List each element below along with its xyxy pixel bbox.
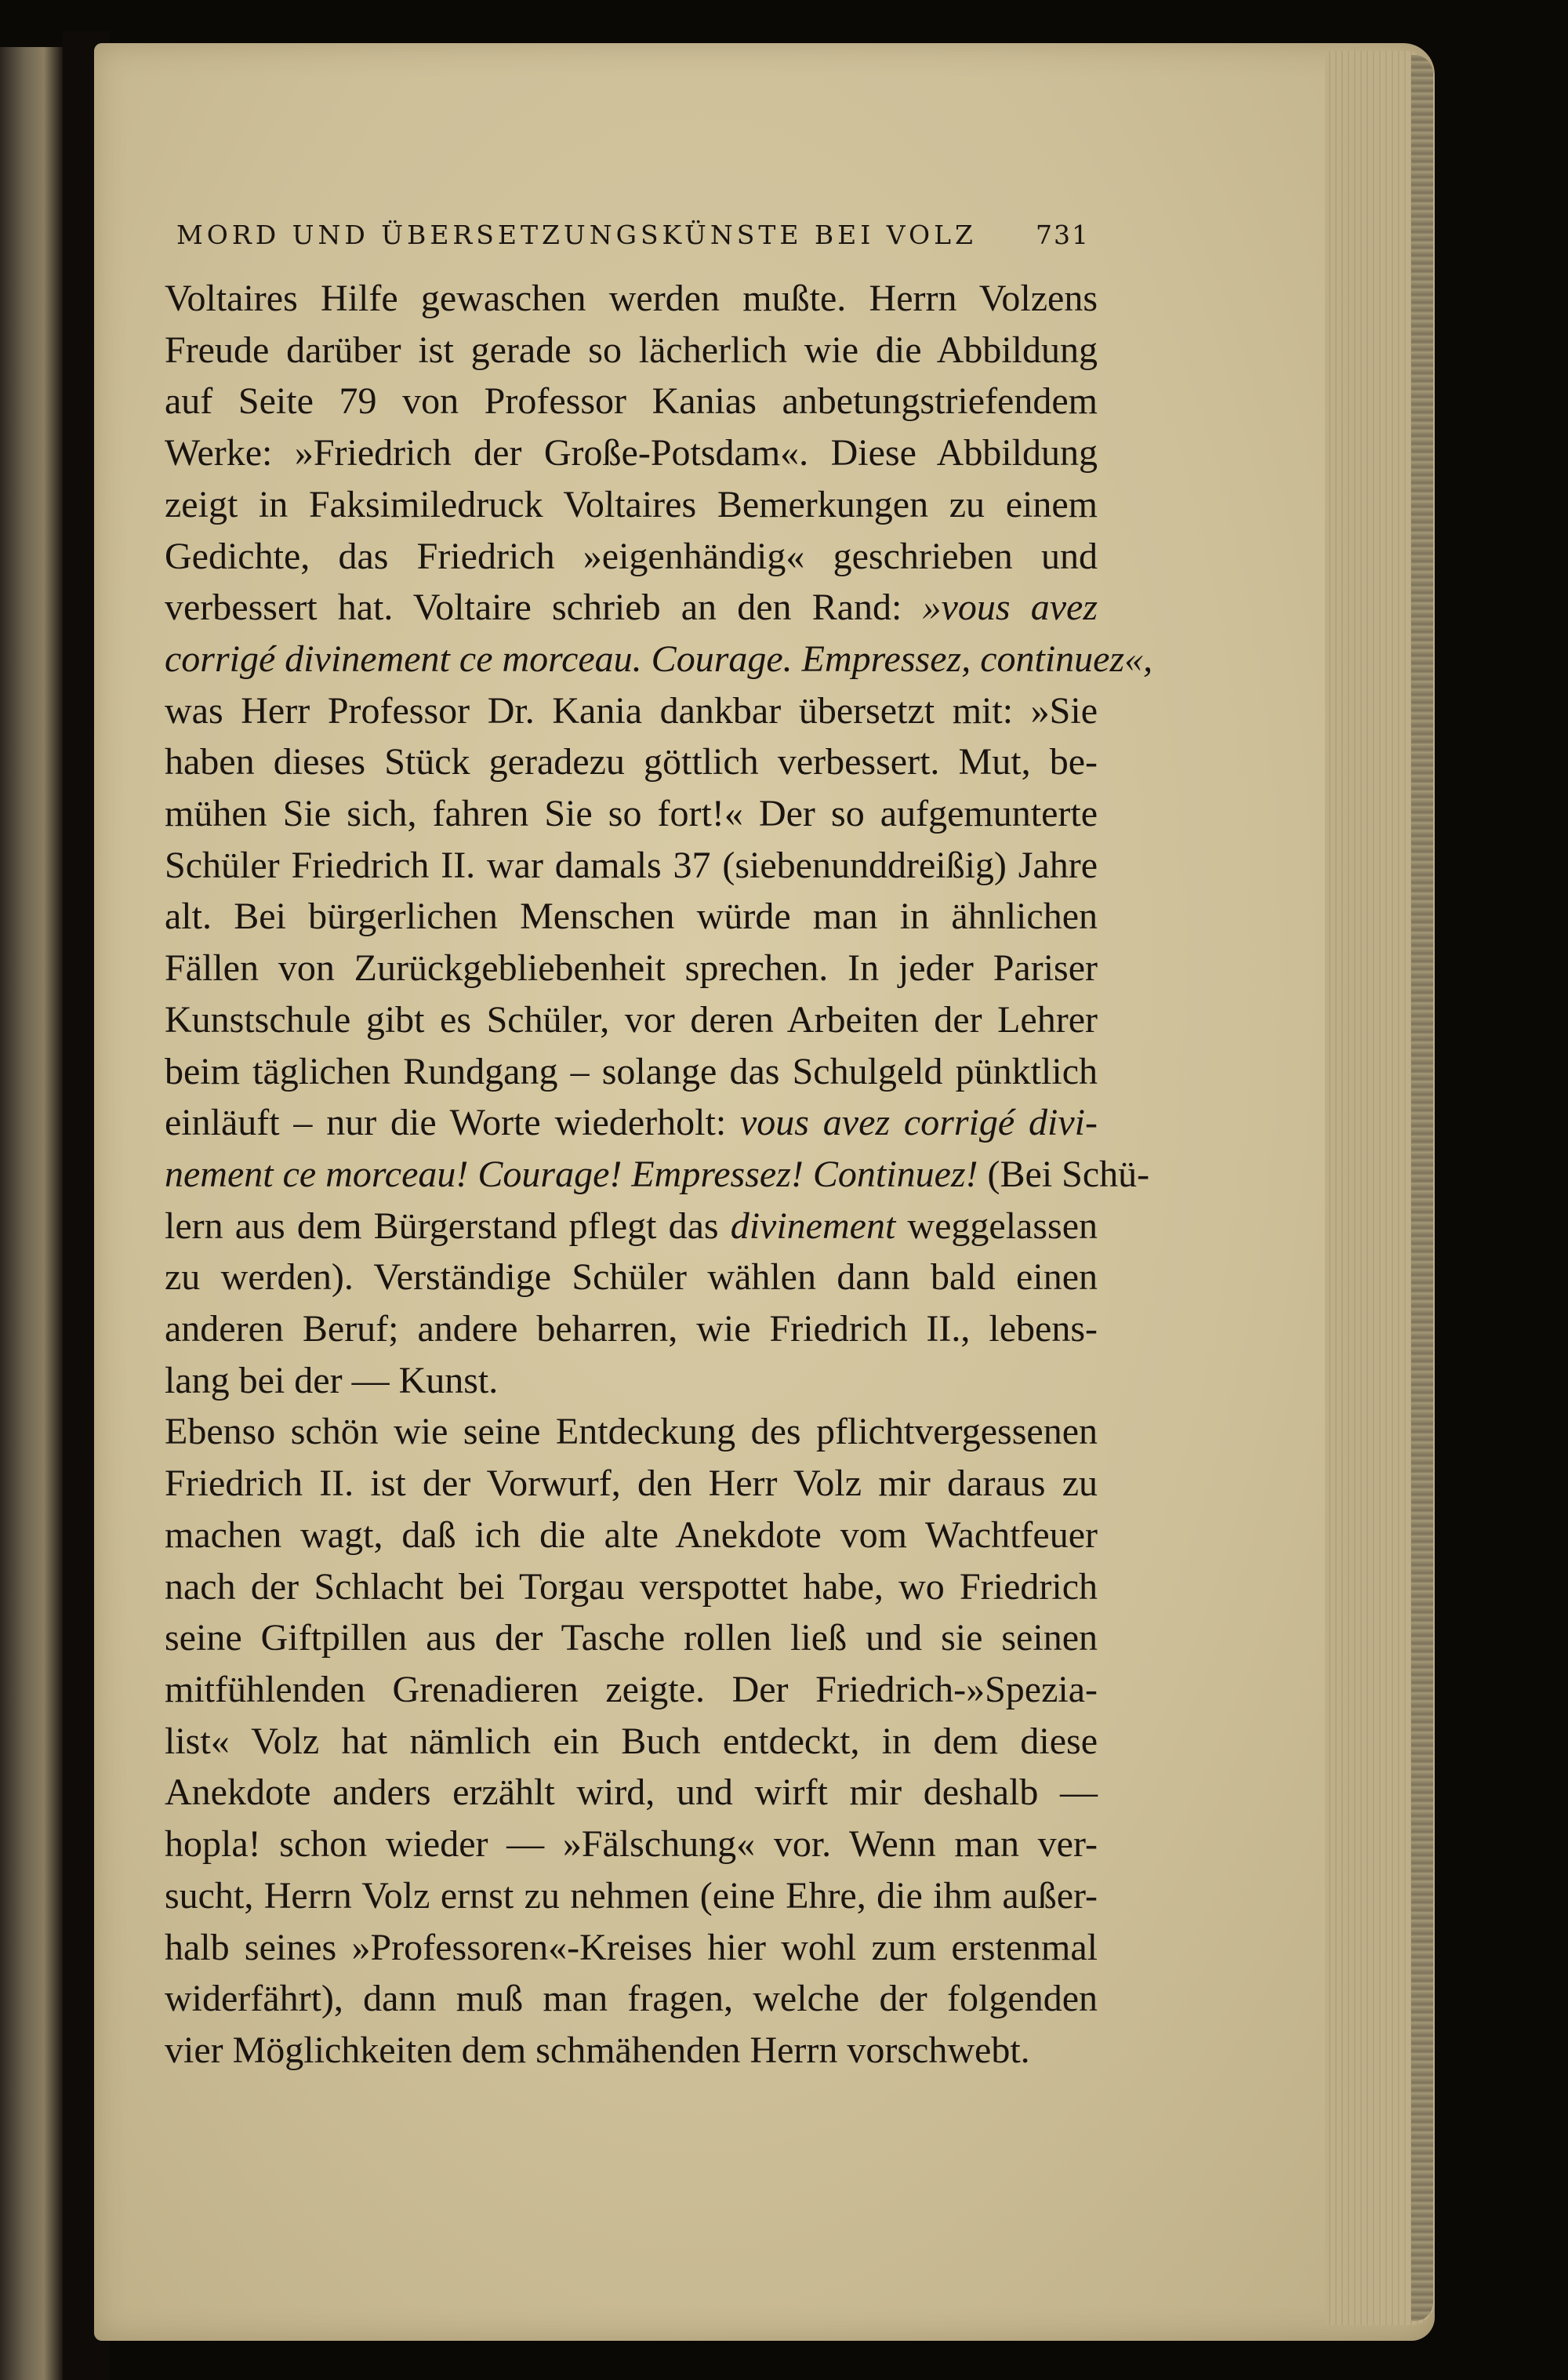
text-line (165, 582, 1098, 634)
text-line (165, 479, 1098, 531)
text-segment: zu werden). Verständige Schüler wählen dann bald einen (165, 1256, 1098, 1299)
text-segment: Anekdote anders erzählt wird, und wirft mir deshalb — (165, 1771, 1098, 1814)
text-segment: Werke: »Friedrich der Große-Potsdam«. Diese Abbildung (165, 432, 1098, 474)
text-segment: sucht, Herrn Volz ernst zu nehmen (eine Ehre, die ihm außer- (165, 1874, 1098, 1917)
text-line (165, 1303, 1098, 1355)
page-edge-stripe (1411, 55, 1433, 2321)
text-line (165, 1612, 1098, 1664)
text-line (165, 1201, 1098, 1252)
text-segment: hopla! schon wieder — »Fälschung« vor. Wenn man ver- (165, 1823, 1098, 1866)
text-segment: nach der Schlacht bei Torgau verspottet habe, wo Friedrich (165, 1565, 1098, 1608)
text-segment: Schüler Friedrich II. war damals 37 (siebenunddreißig) Jahre (165, 844, 1098, 886)
text-segment: Freude darüber ist gerade so lächerlich wie die Abbildung (165, 329, 1098, 371)
text-segment: lang bei der — Kunst. (165, 1359, 499, 1401)
text-line (165, 994, 1098, 1046)
text-segment: mühen Sie sich, fahren Sie so fort!« Der so aufgemunterte (165, 793, 1098, 835)
text-line (165, 1819, 1098, 1870)
text-line (165, 1561, 1098, 1613)
text-segment: halb seines »Professoren«-Kreises hier wohl zum erstenmal (165, 1926, 1098, 1968)
text-line (165, 685, 1098, 737)
text-segment: lern aus dem Bürgerstand pflegt das (165, 1205, 731, 1247)
text-segment: mitfühlenden Grenadieren zeigte. Der Friedrich-»Spezia- (165, 1668, 1098, 1710)
text-line (165, 1252, 1098, 1303)
text-line (165, 1870, 1098, 1922)
text-line (165, 634, 1153, 685)
text-line (165, 891, 1098, 943)
text-line (165, 325, 1098, 376)
text-segment: verbessert hat. Voltaire schrieb an den Rand: (165, 587, 923, 629)
text-segment: list« Volz hat nämlich ein Buch entdeckt, in dem diese (165, 1720, 1098, 1762)
text-segment: anderen Beruf; andere beharren, wie Friedrich II., lebens- (165, 1308, 1098, 1350)
running-head-title: MORD UND ÜBERSETZUNGSKÜNSTE BEI VOLZ (176, 220, 977, 250)
text-line (165, 2025, 1098, 2077)
italic-segment: corrigé divinement ce morceau. Courage. Empressez, continuez«, (165, 638, 1153, 680)
text-line (165, 1510, 1098, 1561)
text-line (165, 376, 1098, 427)
text-segment: einläuft – nur die Worte wiederholt: (165, 1102, 740, 1144)
text-line (165, 840, 1098, 892)
text-segment: auf Seite 79 von Professor Kanias anbetungstriefendem (165, 380, 1098, 423)
italic-segment: divinement (730, 1205, 896, 1247)
text-segment: Fällen von Zurückgebliebenheit sprechen. In jeder Pariser (165, 947, 1098, 990)
left-page-edge (0, 47, 63, 2380)
text-segment: Gedichte, das Friedrich »eigenhändig« geschrieben und (165, 535, 1098, 577)
text-segment: Ebenso schön wie seine Entdeckung des pflichtvergessenen (165, 1411, 1098, 1453)
italic-segment: »vous avez (922, 587, 1098, 629)
text-line (165, 427, 1098, 479)
text-segment: Voltaires Hilfe gewaschen werden mußte. Herrn Volzens (165, 278, 1098, 319)
italic-segment: vous avez corrigé divi- (739, 1102, 1098, 1144)
text-segment: widerfährt), dann muß man fragen, welche der folgenden (165, 1978, 1098, 2020)
text-segment: haben dieses Stück geradezu göttlich verbessert. Mut, be- (165, 741, 1098, 783)
text-line (165, 1149, 1150, 1201)
text-line (165, 1716, 1098, 1768)
text-line (165, 788, 1098, 840)
text-segment: (Bei Schü- (978, 1153, 1150, 1195)
text-segment: was Herr Professor Dr. Kania dankbar übersetzt mit: »Sie (165, 689, 1098, 732)
running-head (176, 220, 1090, 250)
text-line (165, 1973, 1098, 2025)
text-segment: machen wagt, daß ich die alte Anekdote vom Wachtfeuer (165, 1513, 1098, 1556)
text-segment: seine Giftpillen aus der Tasche rollen ließ und sie seinen (165, 1617, 1098, 1659)
body-text (165, 273, 1153, 2077)
italic-segment: nement ce morceau! Courage! Empressez! Continuez! (165, 1153, 978, 1195)
text-segment: beim täglichen Rundgang – solange das Schulgeld pünktlich (165, 1050, 1098, 1092)
page-number: 731 (1036, 220, 1090, 250)
text-segment: Kunstschule gibt es Schüler, vor deren Arbeiten der Lehrer (165, 998, 1098, 1041)
text-line (165, 1664, 1098, 1716)
text-segment: vier Möglichkeiten dem schmähenden Herrn vorschwebt. (165, 2029, 1030, 2071)
text-line (165, 1922, 1098, 1974)
text-line (165, 1458, 1098, 1510)
text-line (165, 1355, 1098, 1407)
text-segment: weggelassen (895, 1205, 1098, 1247)
text-line (165, 531, 1098, 583)
text-segment: alt. Bei bürgerlichen Menschen würde man in ähnlichen (165, 896, 1098, 938)
text-line (165, 1767, 1098, 1819)
text-segment: Friedrich II. ist der Vorwurf, den Herr Volz mir daraus zu (165, 1463, 1098, 1505)
text-line (165, 1406, 1098, 1458)
text-line (165, 273, 1098, 325)
text-segment: zeigt in Faksimiledruck Voltaires Bemerkungen zu einem (165, 483, 1098, 525)
text-line (165, 1097, 1098, 1149)
text-line (165, 1046, 1098, 1098)
text-line (165, 943, 1098, 994)
text-line (165, 736, 1098, 788)
